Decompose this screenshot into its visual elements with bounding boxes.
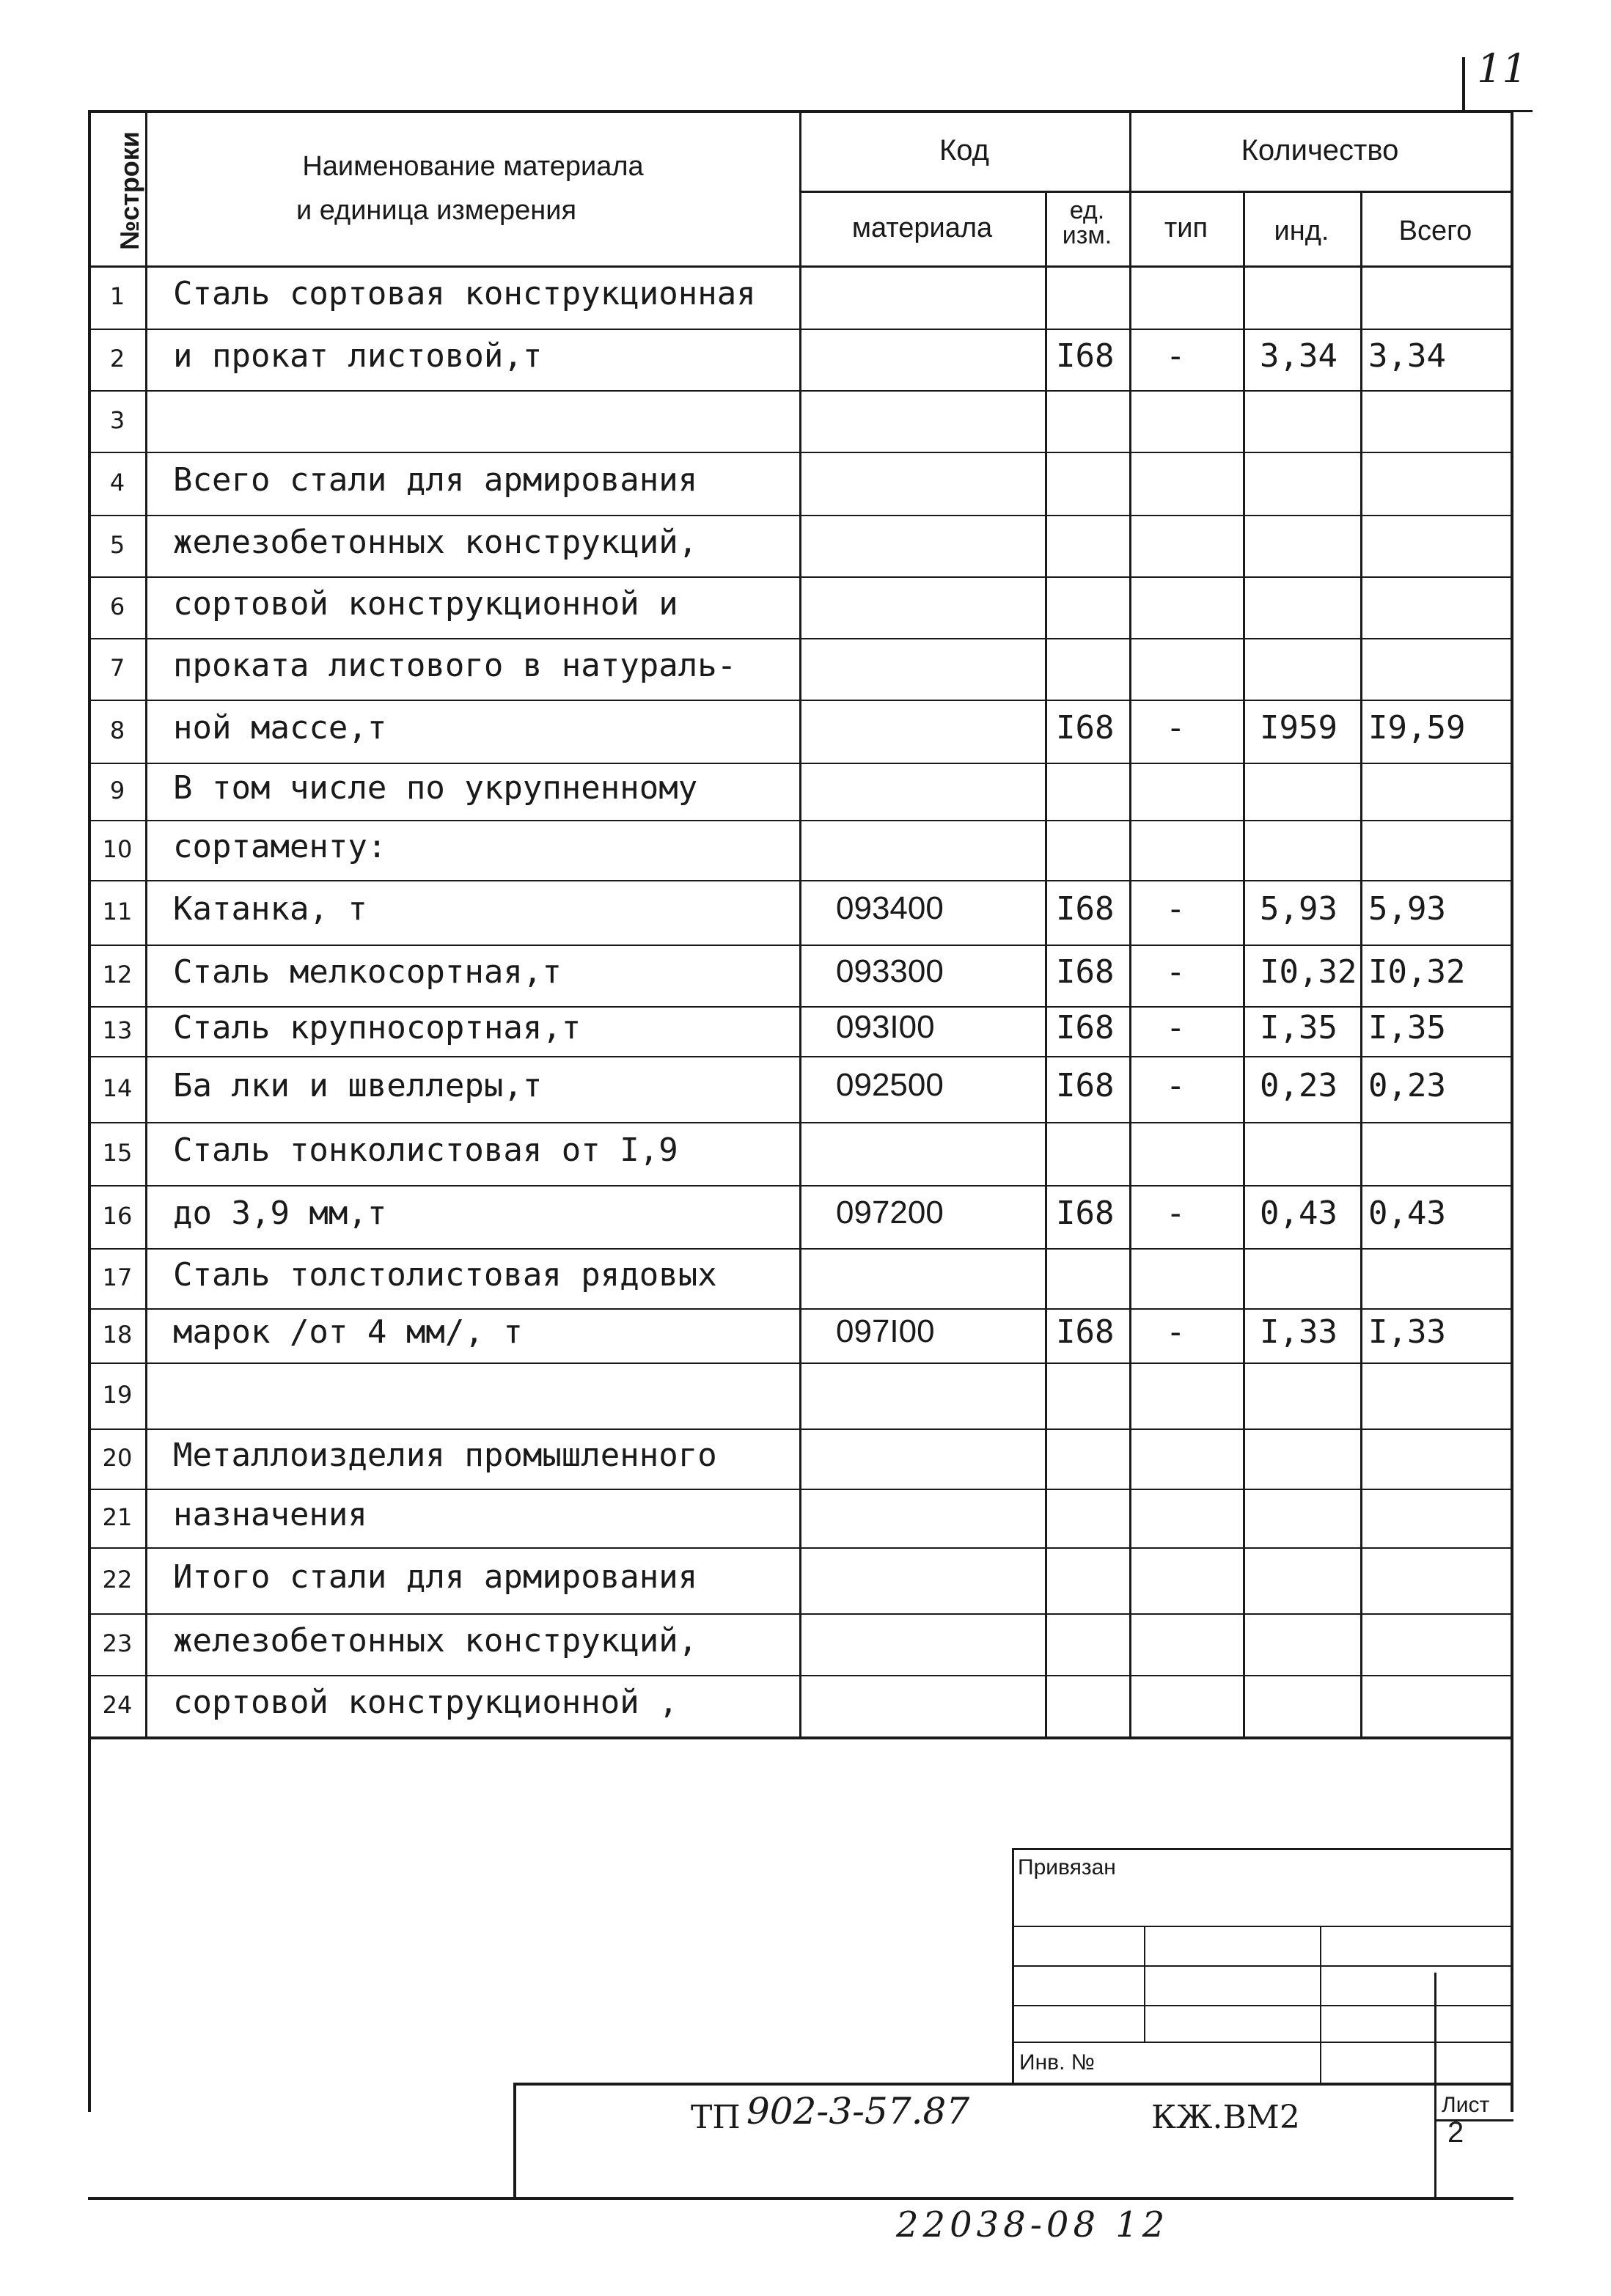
material-code: 093I00: [836, 1009, 935, 1045]
qty-individual: I,35: [1260, 1009, 1337, 1046]
row-number: 7: [109, 654, 125, 682]
header-code-group: Код: [939, 134, 989, 166]
header-name-line2: и единица измерения: [296, 195, 577, 226]
row-line: [88, 1308, 1511, 1310]
stamp-bottom-line: [88, 2197, 1513, 2200]
material-code: 092500: [836, 1067, 944, 1103]
row-line: [88, 1362, 1511, 1364]
bound-block-top: [1012, 1848, 1511, 1850]
stamp-sheet-line: [1434, 2119, 1513, 2121]
bound-block-line: [1012, 1965, 1511, 1967]
row-line: [88, 1185, 1511, 1186]
row-number: 1: [109, 282, 125, 310]
qty-type: -: [1166, 337, 1186, 375]
row-number: 19: [102, 1381, 133, 1409]
row-number: 2: [109, 345, 125, 373]
material-code: 097200: [836, 1195, 944, 1230]
material-name: В том числе по укрупненному: [173, 769, 698, 807]
table-column-line: [145, 110, 147, 1736]
material-name: проката листового в натураль-: [173, 647, 737, 684]
qty-type: -: [1166, 709, 1186, 747]
header-qty-type: тип: [1164, 213, 1208, 243]
material-name: Сталь мелкосортная,т: [173, 953, 562, 991]
qty-total: I,33: [1368, 1313, 1446, 1351]
footer-archive-number: 22038-08 12: [896, 2204, 1170, 2245]
stamp-project-code: 902-3-57.87: [746, 2090, 970, 2132]
row-number: 5: [109, 531, 125, 559]
qty-total: I9,59: [1368, 709, 1466, 747]
row-line: [88, 1489, 1511, 1490]
unit-code: I68: [1056, 337, 1115, 375]
stamp-top-line: [513, 2083, 1513, 2086]
header-code-material: материала: [851, 213, 993, 243]
header-subdivider: [799, 191, 1511, 193]
stamp-bound-label: Привязан: [1018, 1855, 1116, 1879]
page-mark-bar: [1462, 57, 1465, 111]
qty-total: 0,23: [1368, 1067, 1446, 1104]
row-line: [88, 1613, 1511, 1615]
page-number: 11: [1477, 45, 1527, 92]
qty-type: -: [1166, 1067, 1186, 1104]
material-name: Сталь крупносортная,т: [173, 1009, 581, 1046]
bound-block-divider: [1144, 1926, 1145, 2043]
table-column-line: [1129, 110, 1131, 1736]
bound-block-divider: [1320, 1926, 1321, 2083]
row-line: [88, 945, 1511, 946]
table-bottom-line: [88, 1736, 1511, 1739]
material-name: Всего стали для армирования: [173, 461, 698, 499]
material-name: ной массе,т: [173, 709, 387, 747]
material-name: сортовой конструкционной ,: [173, 1684, 678, 1721]
row-line: [88, 515, 1511, 516]
material-code: 093400: [836, 890, 944, 926]
header-name-line1: Наименование материала: [302, 151, 644, 182]
qty-total: 3,34: [1368, 337, 1446, 375]
unit-code: I68: [1056, 1313, 1115, 1351]
material-name: Металлоизделия промышленного: [173, 1437, 717, 1474]
qty-individual: I0,32: [1260, 953, 1357, 991]
table-column-line: [799, 110, 801, 1736]
stamp-sheet-label: Лист: [1442, 2093, 1490, 2117]
material-name: сортаменту:: [173, 828, 387, 865]
row-number: 17: [102, 1263, 133, 1291]
header-bottom-line: [88, 265, 1511, 268]
material-name: Итого стали для армирования: [173, 1558, 698, 1596]
row-number: 3: [109, 406, 125, 434]
bound-block-line: [1012, 2042, 1511, 2043]
row-line: [88, 638, 1511, 639]
material-name: Сталь сортовая конструкционная: [173, 275, 756, 312]
row-line: [88, 1248, 1511, 1250]
table-column-line: [1243, 191, 1245, 1736]
row-line: [88, 1056, 1511, 1057]
table-column-line: [1360, 191, 1362, 1736]
row-number: 10: [102, 835, 133, 863]
qty-type: -: [1166, 1195, 1186, 1232]
unit-code: I68: [1056, 953, 1115, 991]
qty-individual: 5,93: [1260, 890, 1337, 928]
row-number: 15: [102, 1139, 133, 1167]
row-number: 22: [102, 1566, 133, 1593]
row-number: 20: [102, 1444, 133, 1472]
material-name: сортовой конструкционной и: [173, 585, 678, 623]
stamp-sheet-divider: [1434, 1973, 1436, 2200]
material-name: до 3,9 мм,т: [173, 1195, 387, 1232]
qty-total: I0,32: [1368, 953, 1466, 991]
row-number: 24: [102, 1691, 133, 1719]
material-name: и прокат листовой,т: [173, 337, 543, 375]
row-line: [88, 452, 1511, 453]
qty-total: I,35: [1368, 1009, 1446, 1046]
unit-code: I68: [1056, 1195, 1115, 1232]
row-number: 18: [102, 1321, 133, 1349]
row-line: [88, 329, 1511, 330]
header-qty-group: Количество: [1241, 134, 1399, 166]
bound-block-line: [1012, 2005, 1511, 2006]
row-line: [88, 1428, 1511, 1430]
row-line: [88, 1675, 1511, 1676]
material-name: Сталь тонколистовая от I,9: [173, 1132, 678, 1169]
row-number: 8: [109, 716, 125, 744]
material-name: железобетонных конструкций,: [173, 1622, 698, 1659]
stamp-inv-label: Инв. №: [1019, 2050, 1095, 2075]
row-line: [88, 1006, 1511, 1008]
row-line: [88, 880, 1511, 881]
material-name: Ба лки и швеллеры,т: [173, 1067, 543, 1104]
qty-type: -: [1166, 953, 1186, 991]
row-number: 11: [102, 898, 133, 925]
row-line: [88, 390, 1511, 392]
unit-code: I68: [1056, 709, 1115, 747]
row-number: 16: [102, 1202, 133, 1230]
material-name: Катанка, т: [173, 890, 367, 928]
material-code: 093300: [836, 953, 944, 989]
qty-type: -: [1166, 890, 1186, 928]
stamp-doc-code: КЖ.ВМ2: [1151, 2099, 1300, 2136]
row-line: [88, 820, 1511, 821]
unit-code: I68: [1056, 1067, 1115, 1104]
material-name: назначения: [173, 1496, 367, 1533]
material-name: железобетонных конструкций,: [173, 524, 698, 561]
table-column-line: [1045, 191, 1047, 1736]
row-number: 6: [109, 593, 125, 620]
stamp-sheet-number: 2: [1447, 2116, 1464, 2149]
row-number: 21: [102, 1503, 133, 1531]
qty-individual: 0,43: [1260, 1195, 1337, 1232]
header-code-unit: ед. изм.: [1062, 197, 1112, 249]
qty-individual: I959: [1260, 709, 1337, 747]
row-number: 14: [102, 1074, 133, 1102]
qty-individual: I,33: [1260, 1313, 1337, 1351]
material-name: марок /от 4 мм/, т: [173, 1313, 523, 1351]
unit-code: I68: [1056, 890, 1115, 928]
header-qty-total: Всего: [1398, 216, 1472, 246]
row-line: [88, 1547, 1511, 1549]
row-number: 9: [109, 777, 125, 804]
qty-total: 0,43: [1368, 1195, 1446, 1232]
qty-individual: 0,23: [1260, 1067, 1337, 1104]
material-code: 097I00: [836, 1313, 935, 1349]
header-qty-ind: инд.: [1274, 216, 1329, 246]
stamp-left-line: [513, 2083, 516, 2198]
qty-type: -: [1166, 1009, 1186, 1046]
header-row-number: №строки: [114, 131, 144, 250]
row-number: 12: [102, 961, 133, 989]
qty-individual: 3,34: [1260, 337, 1337, 375]
row-number: 4: [109, 469, 125, 496]
qty-type: -: [1166, 1313, 1186, 1351]
qty-total: 5,93: [1368, 890, 1446, 928]
material-name: Сталь толстолистовая рядовых: [173, 1256, 717, 1294]
unit-code: I68: [1056, 1009, 1115, 1046]
row-line: [88, 1122, 1511, 1123]
row-line: [88, 763, 1511, 764]
row-line: [88, 700, 1511, 701]
row-line: [88, 576, 1511, 578]
row-number: 13: [102, 1016, 133, 1044]
stamp-project-prefix: ТП: [691, 2099, 741, 2136]
bound-block-line: [1012, 1926, 1511, 1927]
table-border-right: [1511, 110, 1513, 2112]
row-number: 23: [102, 1629, 133, 1657]
